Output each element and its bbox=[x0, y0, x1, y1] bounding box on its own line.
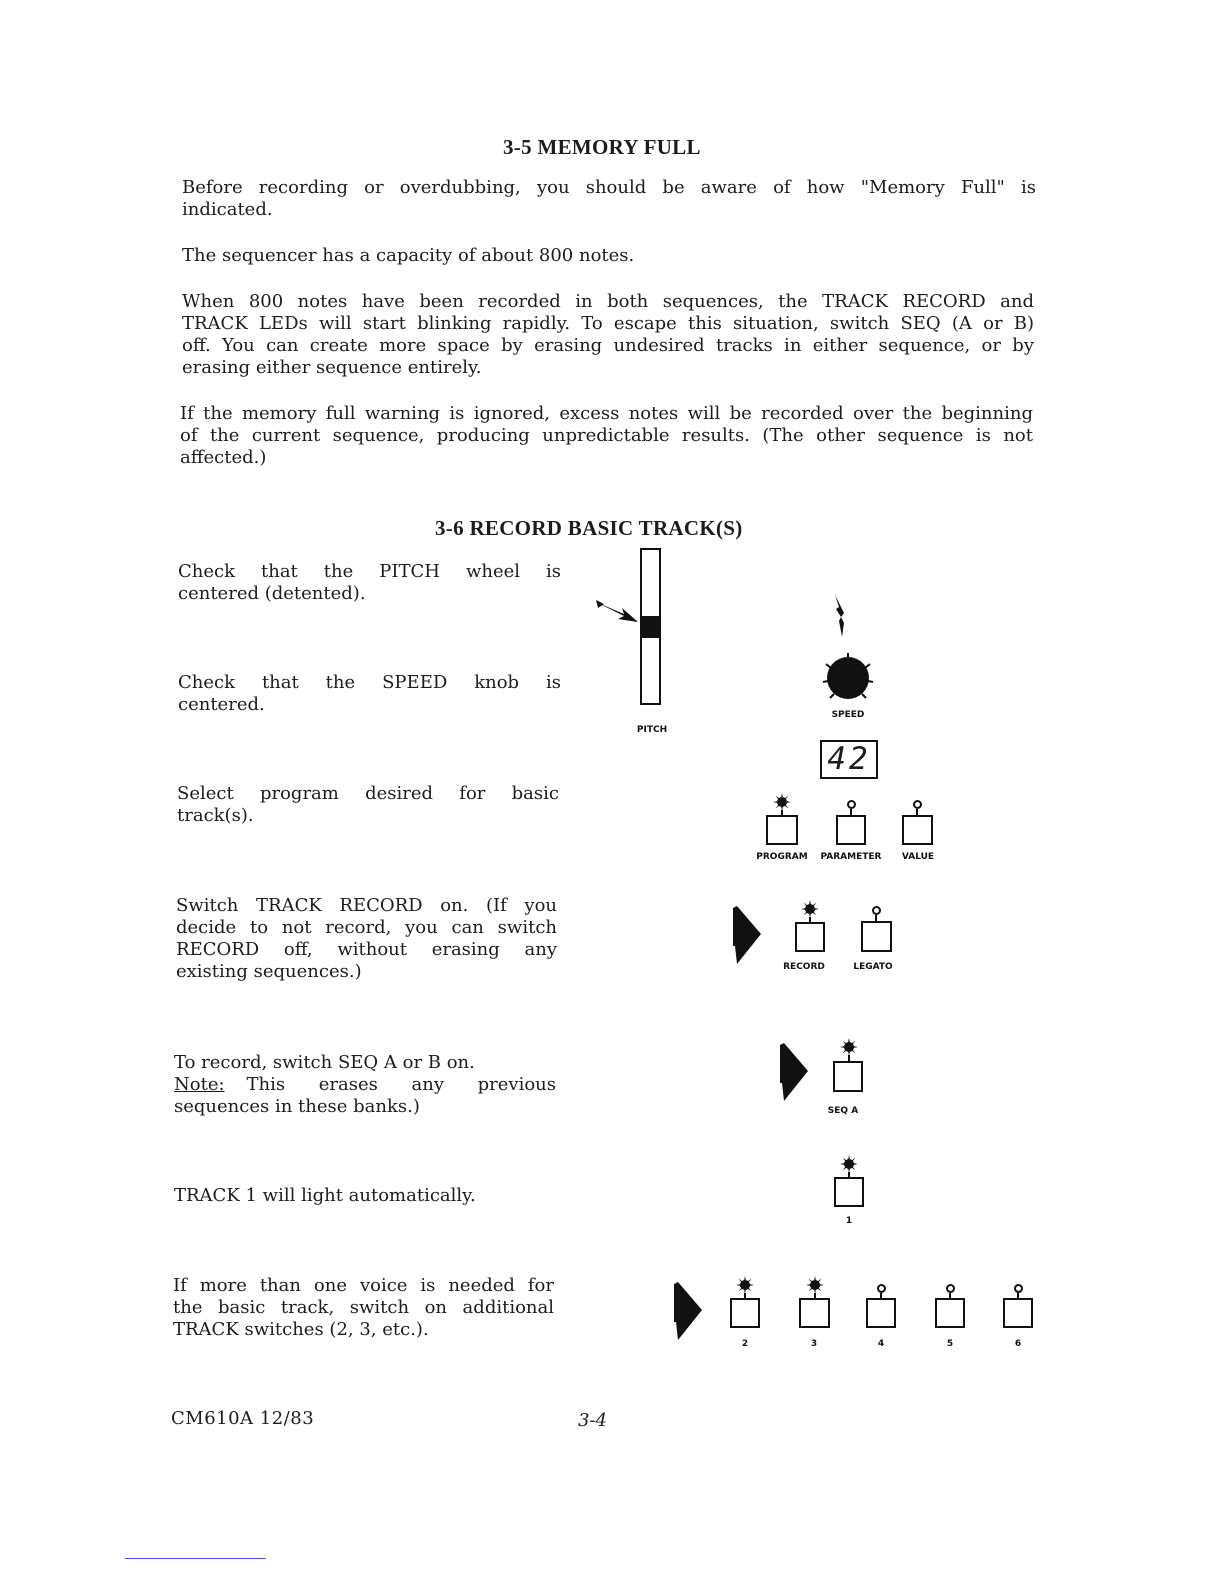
step-pitch-line2: centered (detented). bbox=[178, 583, 366, 604]
step-record-line2: decide to not record, you can switch bbox=[176, 917, 557, 938]
record-button[interactable] bbox=[795, 922, 825, 952]
track-6-led-off-icon bbox=[1014, 1284, 1023, 1293]
led-display: 42 bbox=[820, 740, 878, 779]
p3-line1: When 800 notes have been recorded in both sequences, the TRACK RECORD and bbox=[182, 291, 1034, 312]
p3-line4: erasing either sequence entirely. bbox=[182, 357, 482, 378]
seq-a-button[interactable] bbox=[833, 1061, 863, 1092]
step-seq-line1: To record, switch SEQ A or B on. bbox=[174, 1052, 475, 1073]
p4-line2: of the current sequence, producing unpredictable results. (The other sequence is not bbox=[180, 425, 1033, 446]
p3-line3: off. You can create more space by erasing undesired tracks in either sequence, or by bbox=[182, 335, 1034, 356]
speed-arrow-icon bbox=[830, 593, 850, 639]
program-button[interactable] bbox=[766, 815, 798, 845]
step-speed-line2: centered. bbox=[178, 694, 265, 715]
track-2-led-on-icon bbox=[736, 1276, 754, 1294]
p4-line1: If the memory full warning is ignored, excess notes will be recorded over the beginning bbox=[180, 403, 1033, 424]
value-button[interactable] bbox=[902, 815, 933, 845]
legato-button[interactable] bbox=[861, 921, 892, 952]
program-label: PROGRAM bbox=[756, 852, 808, 862]
seq-pointer-arrow-icon bbox=[780, 1043, 810, 1103]
p1-line1: Before recording or overdubbing, you should be aware of how "Memory Full" is bbox=[182, 177, 1036, 198]
parameter-led-off-icon bbox=[847, 800, 856, 809]
step-speed-line1: Check that the SPEED knob is bbox=[178, 672, 561, 693]
parameter-label: PARAMETER bbox=[820, 852, 882, 862]
memory-full-paragraph-3 bbox=[182, 291, 1034, 379]
step-tracks-text bbox=[173, 1275, 554, 1341]
p3-line2: TRACK LEDs will start blinking rapidly. To escape this situation, switch SEQ (A or B) bbox=[182, 313, 1034, 334]
speed-knob-icon bbox=[820, 650, 876, 706]
tracks-pointer-arrow-icon bbox=[674, 1282, 704, 1342]
track-1-button[interactable] bbox=[834, 1177, 864, 1207]
track-2-label: 2 bbox=[741, 1339, 749, 1349]
pitch-wheel-detent-marker bbox=[642, 616, 659, 638]
seq-a-label: SEQ A bbox=[827, 1106, 859, 1116]
memory-full-paragraph-4 bbox=[180, 403, 1033, 469]
legato-label: LEGATO bbox=[853, 962, 893, 972]
step-tracks-line3: TRACK switches (2, 3, etc.). bbox=[173, 1319, 429, 1340]
step-program-line1: Select program desired for basic bbox=[177, 783, 559, 804]
seq-a-led-on-icon bbox=[840, 1038, 858, 1056]
track-4-button[interactable] bbox=[866, 1298, 896, 1328]
track-5-label: 5 bbox=[946, 1339, 954, 1349]
pitch-arrow-icon bbox=[594, 598, 644, 628]
step-speed-text bbox=[178, 672, 561, 716]
step-tracks-line1: If more than one voice is needed for bbox=[173, 1275, 554, 1296]
section-3-5-title: 3-5 MEMORY FULL bbox=[503, 135, 701, 159]
value-label: VALUE bbox=[901, 852, 935, 862]
step-seq-line2 bbox=[174, 1074, 556, 1096]
step-pitch-text bbox=[178, 561, 561, 605]
pitch-label: PITCH bbox=[636, 725, 668, 735]
section-3-6-title: 3-6 RECORD BASIC TRACK(S) bbox=[435, 516, 743, 540]
parameter-button[interactable] bbox=[836, 815, 866, 845]
track-4-led-off-icon bbox=[877, 1284, 886, 1293]
record-pointer-arrow-icon bbox=[733, 906, 763, 966]
record-label: RECORD bbox=[783, 962, 825, 972]
record-led-on-icon bbox=[801, 900, 819, 918]
track-6-button[interactable] bbox=[1003, 1298, 1033, 1328]
footer-page-number: 3-4 bbox=[578, 1410, 607, 1431]
step-record-line4: existing sequences.) bbox=[176, 961, 362, 982]
track-2-button[interactable] bbox=[730, 1298, 760, 1328]
p4-line3: affected.) bbox=[180, 447, 267, 468]
speed-label: SPEED bbox=[831, 710, 865, 720]
track-3-label: 3 bbox=[810, 1339, 818, 1349]
value-led-off-icon bbox=[913, 800, 922, 809]
step-seq-line2-rest: This erases any previous bbox=[246, 1074, 556, 1095]
step-seq-text bbox=[174, 1052, 556, 1118]
memory-full-paragraph-2: The sequencer has a capacity of about 800 notes. bbox=[182, 245, 635, 266]
footer-rule bbox=[125, 1558, 266, 1559]
track-3-button[interactable] bbox=[799, 1298, 830, 1328]
step-track1-text: TRACK 1 will light automatically. bbox=[174, 1185, 476, 1206]
track-3-led-on-icon bbox=[806, 1276, 824, 1294]
step-record-text bbox=[176, 895, 557, 983]
track-5-button[interactable] bbox=[935, 1298, 965, 1328]
legato-led-off-icon bbox=[872, 906, 881, 915]
program-led-on-icon bbox=[773, 793, 791, 811]
memory-full-paragraph-1 bbox=[182, 177, 1036, 221]
footer-doc-id: CM610A 12/83 bbox=[171, 1408, 315, 1429]
step-seq-line3: sequences in these banks.) bbox=[174, 1096, 420, 1117]
step-program-line2: track(s). bbox=[177, 805, 254, 826]
step-program-text bbox=[177, 783, 559, 827]
step-record-line1: Switch TRACK RECORD on. (If you bbox=[176, 895, 557, 916]
step-tracks-line2: the basic track, switch on additional bbox=[173, 1297, 554, 1318]
track-5-led-off-icon bbox=[946, 1284, 955, 1293]
track-1-led-on-icon bbox=[840, 1155, 858, 1173]
step-record-line3: RECORD off, without erasing any bbox=[176, 939, 557, 960]
step-pitch-line1: Check that the PITCH wheel is bbox=[178, 561, 561, 582]
track-6-label: 6 bbox=[1014, 1339, 1022, 1349]
track-1-label: 1 bbox=[845, 1216, 853, 1226]
note-label: Note: bbox=[174, 1074, 225, 1095]
track-4-label: 4 bbox=[877, 1339, 885, 1349]
p1-line2: indicated. bbox=[182, 199, 273, 220]
